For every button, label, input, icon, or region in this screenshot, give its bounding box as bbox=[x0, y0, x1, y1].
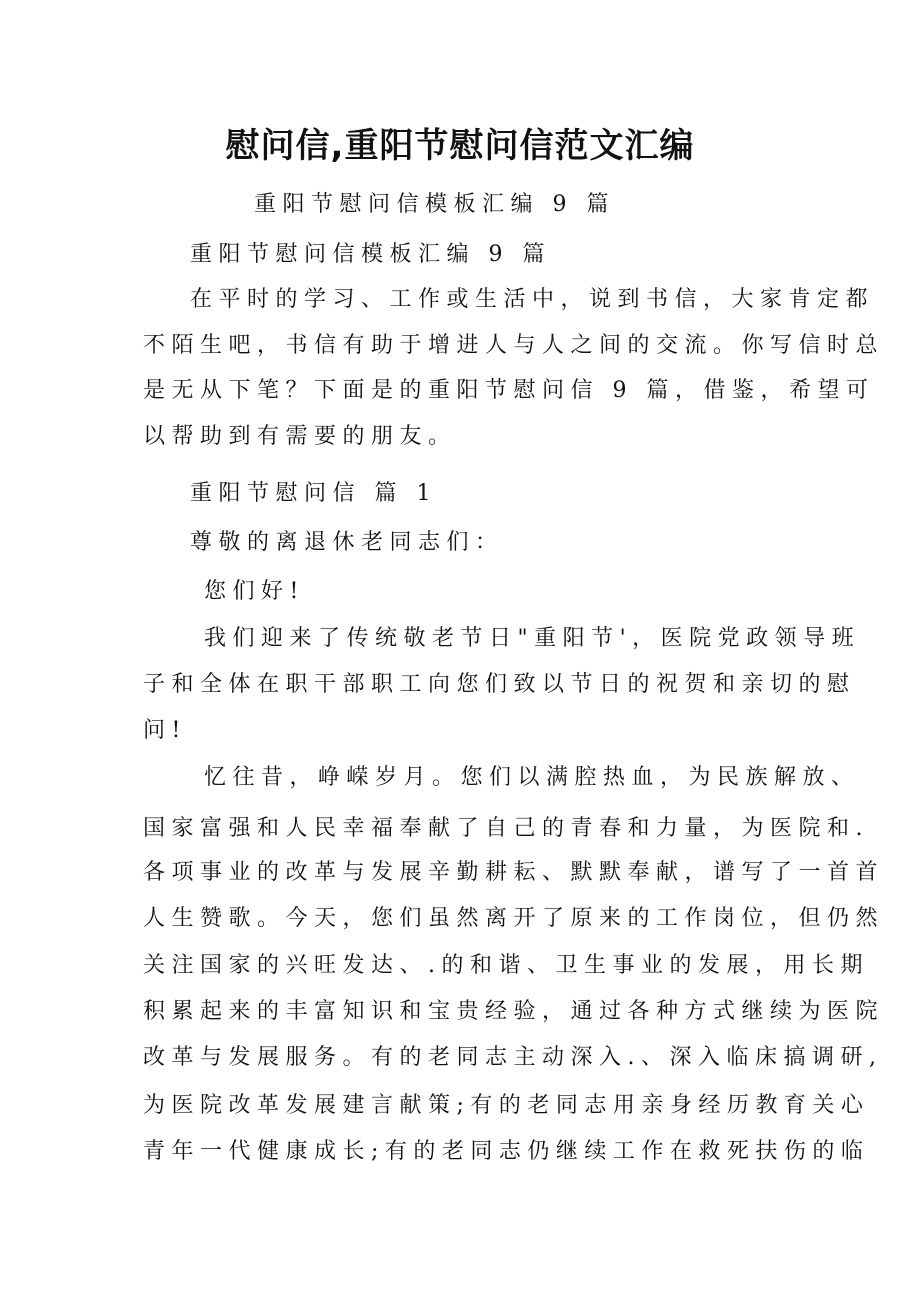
paragraph-line: 我们迎来了传统敬老节日"重阳节'，医院党政领导班 bbox=[204, 626, 861, 651]
document-title: 慰问信,重阳节慰问信范文汇编 bbox=[225, 126, 695, 166]
subtitle: 重阳节慰问信模板汇编 9 篇 bbox=[254, 192, 615, 217]
paragraph-line: 子和全体在职干部职工向您们致以节日的祝贺和亲切的慰 bbox=[143, 672, 856, 697]
paragraph-line: 忆往昔，峥嵘岁月。您们以满腔热血，为民族解放、 bbox=[204, 765, 860, 790]
paragraph-line: 人生赞歌。今天，您们虽然离开了原来的工作岗位，但仍然 bbox=[143, 906, 885, 931]
paragraph-line: 不陌生吧，书信有助于增进人与人之间的交流。你写信时总 bbox=[143, 333, 885, 358]
paragraph-line: 青年一代健康成长;有的老同志仍继续工作在救死扶伤的临 bbox=[143, 1139, 870, 1164]
paragraph-line: 是无从下笔？下面是的重阳节慰问信 9 篇，借鉴，希望可 bbox=[143, 378, 875, 403]
salutation: 尊敬的离退休老同志们： bbox=[190, 530, 504, 555]
greeting: 您们好! bbox=[204, 579, 305, 604]
paragraph-line: 问! bbox=[143, 718, 187, 743]
paragraph-line: 改革与发展服务。有的老同志主动深入.、深入临床搞调研, bbox=[143, 1045, 883, 1070]
paragraph-line: 重阳节慰问信模板汇编 9 篇 bbox=[190, 242, 551, 267]
paragraph-line: 关注国家的兴旺发达、.的和谐、卫生事业的发展，用长期 bbox=[143, 953, 869, 978]
paragraph-line: 各项事业的改革与发展辛勤耕耘、默默奉献，谱写了一首首 bbox=[143, 860, 885, 885]
paragraph-line: 在平时的学习、工作或生活中，说到书信，大家肯定都 bbox=[190, 287, 875, 312]
section-heading: 重阳节慰问信 篇 1 bbox=[190, 481, 437, 506]
paragraph-line: 国家富强和人民幸福奉献了自己的青春和力量，为医院和. bbox=[143, 816, 869, 841]
paragraph-line: 积累起来的丰富知识和宝贵经验，通过各种方式继续为医院 bbox=[143, 999, 885, 1024]
paragraph-line: 以帮助到有需要的朋友。 bbox=[143, 424, 457, 449]
paragraph-line: 为医院改革发展建言献策;有的老同志用亲身经历教育关心 bbox=[143, 1093, 870, 1118]
